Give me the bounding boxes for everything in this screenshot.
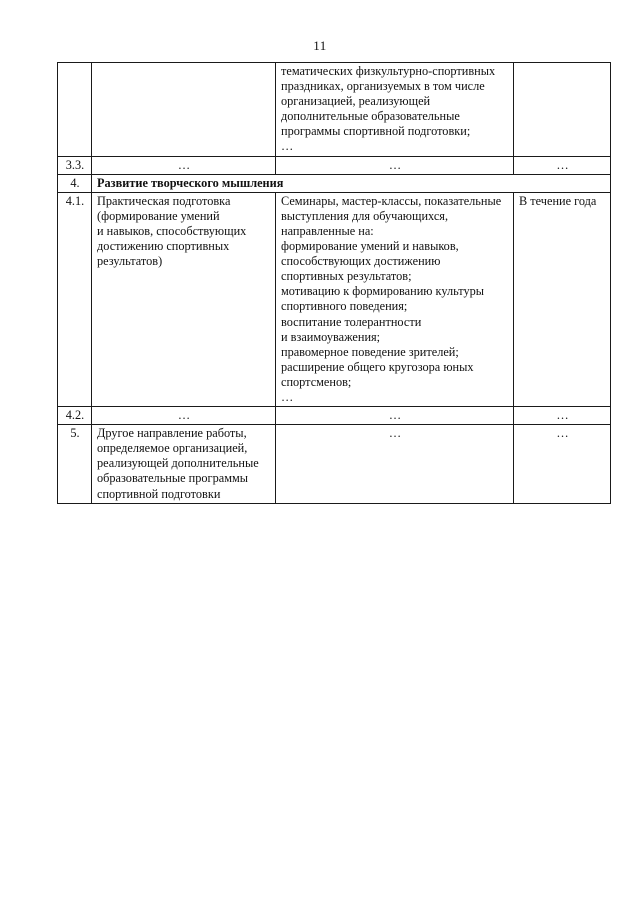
cell-num: 4.2. <box>58 407 92 425</box>
cell-num: 4.1. <box>58 192 92 406</box>
name-line: образовательные программы <box>97 471 249 486</box>
section-title: Развитие творческого мышления <box>92 174 611 192</box>
name-line: Практическая подготовка <box>97 193 231 208</box>
name-line: Другое направление работы, <box>97 426 247 441</box>
cell-term: В течение года <box>514 192 611 406</box>
cell-name: … <box>92 156 276 174</box>
content-line: спортсменов; <box>281 374 352 389</box>
cell-name <box>92 63 276 157</box>
content-line: выступления для обучающихся, <box>281 208 449 223</box>
cell-term <box>514 63 611 157</box>
cell-content <box>276 192 514 406</box>
content-line: расширение общего кругозора юных <box>281 359 474 374</box>
content-line: организацией, реализующей <box>281 94 431 109</box>
cell-content <box>276 63 514 157</box>
content-line: и взаимоуважения; <box>281 329 381 344</box>
name-line: результатов) <box>97 254 163 269</box>
name-line: достижению спортивных <box>97 239 230 254</box>
content-line: … <box>281 389 294 404</box>
page-number: 11 <box>313 38 327 53</box>
table-row-continuation <box>58 63 611 157</box>
table-row-4 <box>58 174 611 192</box>
name-line: и навыков, способствующих <box>97 223 247 238</box>
cell-num <box>58 63 92 157</box>
content-line: мотивацию к формированию культуры <box>281 284 485 299</box>
cell-content: … <box>276 407 514 425</box>
content-line: воспитание толерантности <box>281 314 422 329</box>
table-row-5 <box>58 425 611 503</box>
cell-term: … <box>514 156 611 174</box>
cell-name <box>92 425 276 503</box>
cell-term: … <box>514 425 611 503</box>
cell-name <box>92 192 276 406</box>
name-line: спортивной подготовки <box>97 486 221 501</box>
content-line: правомерное поведение зрителей; <box>281 344 459 359</box>
cell-num: 4. <box>58 174 92 192</box>
content-line: спортивного поведения; <box>281 299 408 314</box>
name-line: реализующей дополнительные <box>97 456 259 471</box>
cell-term: … <box>514 407 611 425</box>
cell-content: … <box>276 425 514 503</box>
table-row-4-2 <box>58 407 611 425</box>
table-row-4-1 <box>58 192 611 406</box>
content-line: тематических физкультурно-спортивных <box>281 64 496 78</box>
content-line: спортивных результатов; <box>281 269 412 284</box>
cell-num: 3.3. <box>58 156 92 174</box>
sports-plan-table <box>57 62 611 504</box>
content-line: дополнительные образовательные <box>281 109 460 124</box>
content-line: … <box>281 139 294 154</box>
cell-content: … <box>276 156 514 174</box>
content-line: формирование умений и навыков, <box>281 239 459 254</box>
cell-name: … <box>92 407 276 425</box>
content-line: направленные на: <box>281 223 374 238</box>
name-line: (формирование умений <box>97 208 220 223</box>
content-line: Семинары, мастер-классы, показательные <box>281 193 502 208</box>
content-line: праздниках, организуемых в том числе <box>281 79 485 94</box>
table-row-3-3 <box>58 156 611 174</box>
content-line: способствующих достижению <box>281 254 441 269</box>
content-line: программы спортивной подготовки; <box>281 124 471 139</box>
name-line: определяемое организацией, <box>97 441 248 456</box>
cell-num: 5. <box>58 425 92 503</box>
